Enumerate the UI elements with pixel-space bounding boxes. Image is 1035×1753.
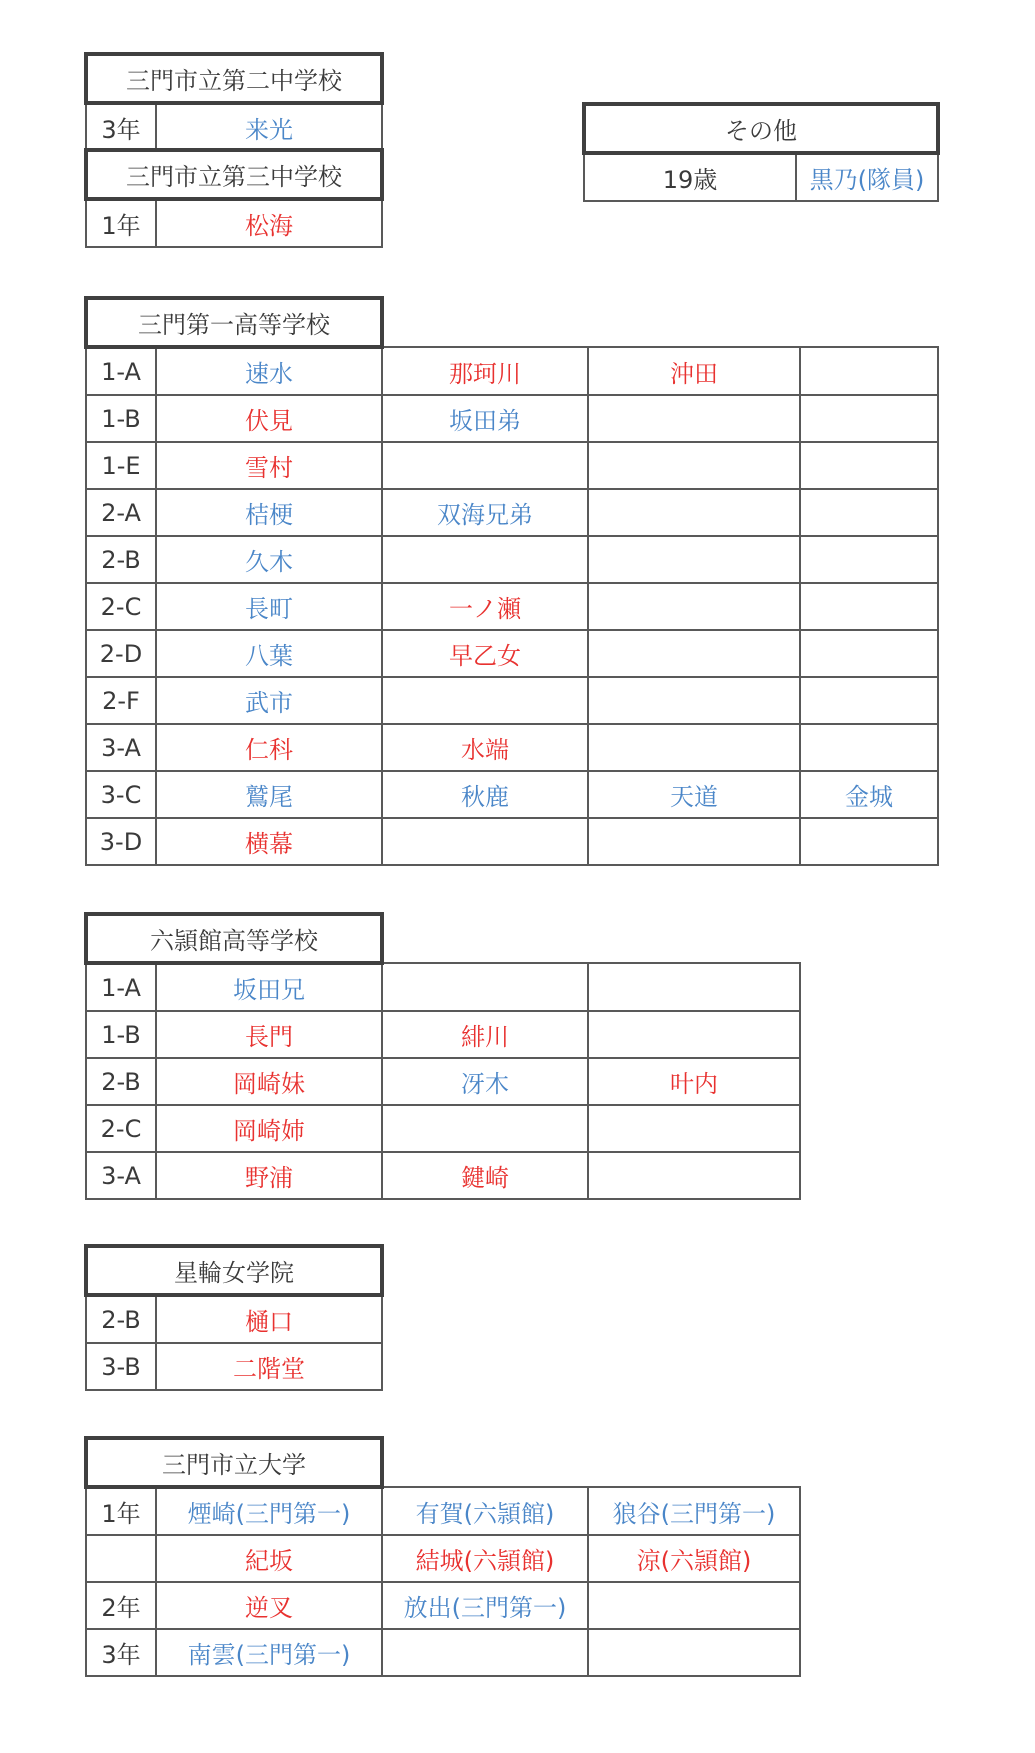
class-cell: 2-F xyxy=(86,677,156,724)
table-row xyxy=(86,1535,800,1582)
empty-cell xyxy=(800,489,938,536)
header-spacer xyxy=(382,1438,800,1487)
class-cell: 1-B xyxy=(86,395,156,442)
table-row xyxy=(86,724,938,771)
class-cell: 3-B xyxy=(86,1343,156,1390)
school-title-high1: 三門第一高等学校 xyxy=(86,298,382,347)
student-cell: 久木 xyxy=(156,536,382,583)
student-cell: 緋川 xyxy=(382,1011,588,1058)
table-row xyxy=(86,1011,800,1058)
header-spacer xyxy=(382,914,800,963)
empty-cell xyxy=(800,677,938,724)
student-cell: 坂田弟 xyxy=(382,395,588,442)
table-row xyxy=(86,442,938,489)
empty-cell xyxy=(588,395,800,442)
empty-cell xyxy=(800,347,938,395)
table-row xyxy=(86,199,382,247)
student-cell: 鷲尾 xyxy=(156,771,382,818)
table-row xyxy=(86,1058,800,1105)
empty-cell xyxy=(382,963,588,1011)
student-cell: 放出(三門第一) xyxy=(382,1582,588,1629)
empty-cell xyxy=(588,583,800,630)
student-cell: 坂田兄 xyxy=(156,963,382,1011)
empty-cell xyxy=(382,1105,588,1152)
empty-cell xyxy=(382,442,588,489)
grade-cell: 3年 xyxy=(86,1629,156,1676)
class-cell: 2-C xyxy=(86,583,156,630)
student-cell: 狼谷(三門第一) xyxy=(588,1487,800,1535)
class-cell: 1-B xyxy=(86,1011,156,1058)
student-cell: 武市 xyxy=(156,677,382,724)
class-cell: 1-E xyxy=(86,442,156,489)
seirin-table xyxy=(84,1244,384,1391)
empty-cell xyxy=(588,1105,800,1152)
school-title-other: その他 xyxy=(584,104,938,153)
empty-cell xyxy=(588,818,800,865)
student-cell: 仁科 xyxy=(156,724,382,771)
empty-cell xyxy=(588,489,800,536)
student-cell: 沖田 xyxy=(588,347,800,395)
table-row xyxy=(86,347,938,395)
table-row xyxy=(86,963,800,1011)
student-cell: 金城 xyxy=(800,771,938,818)
empty-cell xyxy=(588,1011,800,1058)
empty-cell xyxy=(382,1629,588,1676)
student-cell: 早乙女 xyxy=(382,630,588,677)
table-row xyxy=(86,395,938,442)
student-cell: 来光 xyxy=(156,103,382,151)
university-table xyxy=(84,1436,801,1677)
student-cell: 水端 xyxy=(382,724,588,771)
school-title-university: 三門市立大学 xyxy=(86,1438,382,1487)
student-cell: 一ノ瀬 xyxy=(382,583,588,630)
table-row xyxy=(86,1629,800,1676)
student-cell: 岡崎妹 xyxy=(156,1058,382,1105)
student-cell: 桔梗 xyxy=(156,489,382,536)
empty-cell xyxy=(382,818,588,865)
student-cell: 雪村 xyxy=(156,442,382,489)
school-title-rokugan: 六頴館高等学校 xyxy=(86,914,382,963)
student-cell: 叶内 xyxy=(588,1058,800,1105)
class-cell: 2-D xyxy=(86,630,156,677)
student-cell: 逆叉 xyxy=(156,1582,382,1629)
student-cell: 結城(六頴館) xyxy=(382,1535,588,1582)
school-title-middle2: 三門市立第二中学校 xyxy=(86,54,382,103)
student-cell: 松海 xyxy=(156,199,382,247)
student-cell: 有賀(六頴館) xyxy=(382,1487,588,1535)
class-cell: 3-D xyxy=(86,818,156,865)
table-row xyxy=(86,103,382,151)
empty-cell xyxy=(800,442,938,489)
class-cell: 2-B xyxy=(86,1058,156,1105)
table-row xyxy=(86,1343,382,1390)
table-row xyxy=(86,489,938,536)
student-cell: 長門 xyxy=(156,1011,382,1058)
empty-cell xyxy=(588,1582,800,1629)
empty-cell xyxy=(588,724,800,771)
class-cell: 3-C xyxy=(86,771,156,818)
table-row xyxy=(86,1295,382,1343)
class-cell: 2-C xyxy=(86,1105,156,1152)
student-cell: 天道 xyxy=(588,771,800,818)
rokugan-table xyxy=(84,912,801,1200)
age-cell: 19歳 xyxy=(584,153,796,201)
empty-cell xyxy=(800,724,938,771)
student-cell: 双海兄弟 xyxy=(382,489,588,536)
student-cell: 長町 xyxy=(156,583,382,630)
student-cell: 二階堂 xyxy=(156,1343,382,1390)
student-cell: 速水 xyxy=(156,347,382,395)
table-row xyxy=(584,153,938,201)
middle3-table xyxy=(84,148,384,248)
table-row xyxy=(86,536,938,583)
empty-cell xyxy=(382,677,588,724)
middle2-table xyxy=(84,52,384,152)
class-cell: 1-A xyxy=(86,963,156,1011)
empty-cell xyxy=(588,442,800,489)
student-cell: 岡崎姉 xyxy=(156,1105,382,1152)
school-title-seirin: 星輪女学院 xyxy=(86,1246,382,1295)
student-cell: 伏見 xyxy=(156,395,382,442)
empty-cell xyxy=(800,818,938,865)
table-row xyxy=(86,1487,800,1535)
student-cell: 涼(六頴館) xyxy=(588,1535,800,1582)
class-cell: 2-B xyxy=(86,536,156,583)
table-row xyxy=(86,1582,800,1629)
empty-cell xyxy=(800,395,938,442)
empty-cell xyxy=(588,963,800,1011)
header-spacer xyxy=(382,298,938,347)
empty-cell xyxy=(588,677,800,724)
student-cell: 秋鹿 xyxy=(382,771,588,818)
empty-cell xyxy=(588,630,800,677)
student-cell: 冴木 xyxy=(382,1058,588,1105)
grade-cell xyxy=(86,1535,156,1582)
student-cell: 那珂川 xyxy=(382,347,588,395)
empty-cell xyxy=(800,630,938,677)
student-cell: 樋口 xyxy=(156,1295,382,1343)
class-cell: 2-B xyxy=(86,1295,156,1343)
student-cell: 煙崎(三門第一) xyxy=(156,1487,382,1535)
grade-cell: 1年 xyxy=(86,1487,156,1535)
student-cell: 紀坂 xyxy=(156,1535,382,1582)
table-row xyxy=(86,677,938,724)
empty-cell xyxy=(588,1629,800,1676)
table-row xyxy=(86,771,938,818)
table-row xyxy=(86,818,938,865)
student-cell: 南雲(三門第一) xyxy=(156,1629,382,1676)
grade-cell: 1年 xyxy=(86,199,156,247)
empty-cell xyxy=(382,536,588,583)
student-cell: 八葉 xyxy=(156,630,382,677)
empty-cell xyxy=(800,583,938,630)
high1-table xyxy=(84,296,939,866)
empty-cell xyxy=(588,1152,800,1199)
empty-cell xyxy=(588,536,800,583)
table-row xyxy=(86,630,938,677)
student-cell: 鍵崎 xyxy=(382,1152,588,1199)
other-table xyxy=(582,102,940,202)
student-cell: 横幕 xyxy=(156,818,382,865)
class-cell: 3-A xyxy=(86,724,156,771)
student-cell: 野浦 xyxy=(156,1152,382,1199)
student-cell: 黒乃(隊員) xyxy=(796,153,938,201)
school-title-middle3: 三門市立第三中学校 xyxy=(86,150,382,199)
grade-cell: 2年 xyxy=(86,1582,156,1629)
table-row xyxy=(86,1105,800,1152)
class-cell: 1-A xyxy=(86,347,156,395)
table-row xyxy=(86,583,938,630)
grade-cell: 3年 xyxy=(86,103,156,151)
empty-cell xyxy=(800,536,938,583)
class-cell: 3-A xyxy=(86,1152,156,1199)
table-row xyxy=(86,1152,800,1199)
class-cell: 2-A xyxy=(86,489,156,536)
